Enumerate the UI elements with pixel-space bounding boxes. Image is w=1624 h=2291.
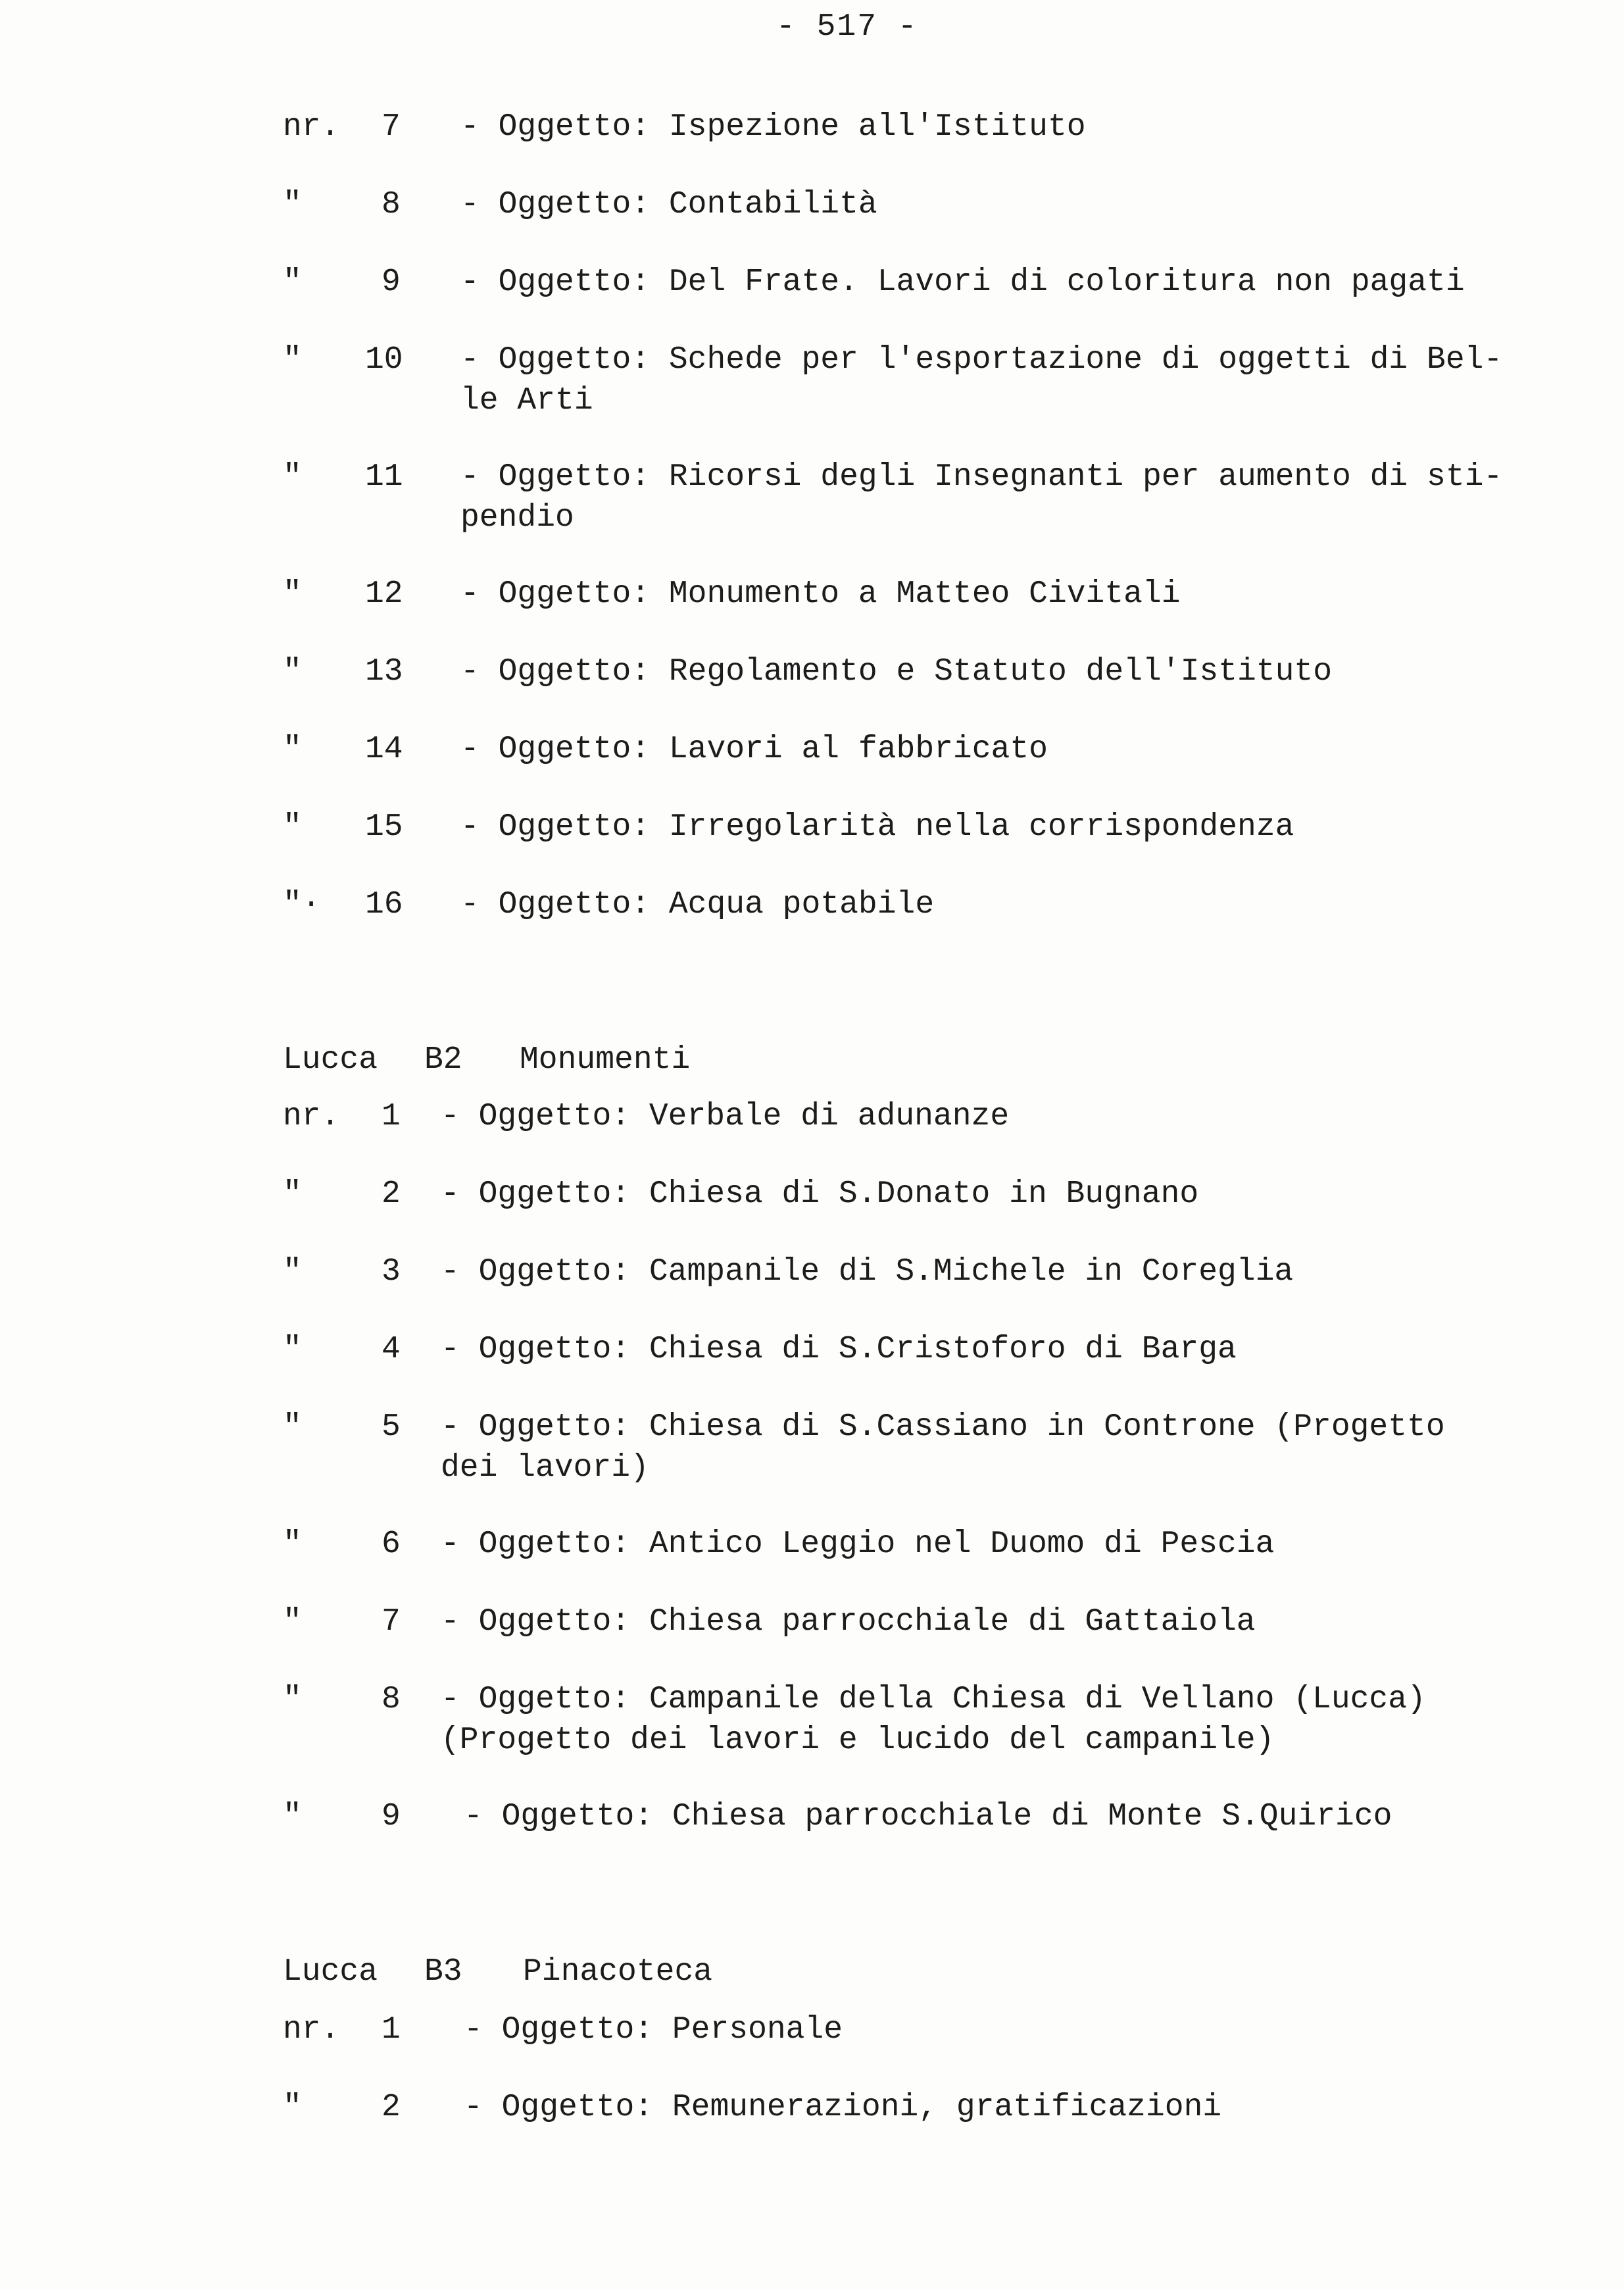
- item-text: - Oggetto: Chiesa di S.Cassiano in Controne (Progetto: [441, 1409, 1445, 1445]
- list-item: [283, 1329, 1565, 1375]
- item-prefix: ": [283, 264, 302, 300]
- list-item: [283, 807, 1565, 853]
- section-city: Lucca: [283, 1954, 378, 1990]
- list-item: [283, 107, 1565, 153]
- list-item: [283, 262, 1565, 308]
- item-number: 11: [365, 459, 403, 495]
- section-title: Monumenti: [520, 1042, 691, 1078]
- item-prefix: ": [283, 1604, 302, 1640]
- item-text-continuation: pendio: [460, 500, 574, 536]
- list-item: [283, 1796, 1565, 1842]
- list-item: [283, 574, 1565, 620]
- item-number: 4: [381, 1332, 401, 1367]
- item-text: - Oggetto: Antico Leggio nel Duomo di Pescia: [441, 1526, 1275, 1562]
- item-text: - Oggetto: Ispezione all'Istituto: [460, 109, 1086, 145]
- item-prefix: ": [283, 459, 302, 495]
- item-text: - Oggetto: Chiesa parrocchiale di Monte S.Quirico: [464, 1799, 1392, 1834]
- list-item: [283, 1407, 1565, 1492]
- item-text: - Oggetto: Lavori al fabbricato: [460, 732, 1048, 767]
- item-prefix: ": [283, 1176, 302, 1212]
- item-text-continuation: dei lavori): [441, 1450, 649, 1486]
- list-item: [283, 1096, 1565, 1142]
- list-item: [283, 184, 1565, 230]
- item-number: 8: [381, 187, 401, 222]
- section-header-b3: [283, 1951, 1565, 1998]
- item-prefix: ": [283, 654, 302, 690]
- item-number: 16: [365, 887, 403, 922]
- item-text: - Oggetto: Personale: [464, 2012, 843, 2048]
- list-item: [283, 1251, 1565, 1297]
- item-text: - Oggetto: Remunerazioni, gratificazioni: [464, 2090, 1222, 2125]
- item-number: 7: [381, 109, 401, 145]
- section-title: Pinacoteca: [523, 1954, 713, 1990]
- list-item: [283, 1601, 1565, 1648]
- list-item: [283, 884, 1565, 930]
- list-item: [283, 457, 1565, 542]
- page-number: - 517 -: [776, 9, 918, 45]
- item-prefix: "·: [283, 887, 321, 922]
- item-text: - Oggetto: Irregolarità nella corrispondenza: [460, 809, 1294, 845]
- item-prefix: ": [283, 1799, 302, 1834]
- list-item: [283, 340, 1565, 425]
- item-text-continuation: le Arti: [460, 383, 593, 418]
- item-text: - Oggetto: Chiesa di S.Cristoforo di Barga: [441, 1332, 1237, 1367]
- item-number: 9: [381, 1799, 401, 1834]
- item-number: 2: [381, 1176, 401, 1212]
- item-number: 12: [365, 576, 403, 612]
- list-item: [283, 651, 1565, 697]
- item-text: - Oggetto: Contabilità: [460, 187, 877, 222]
- list-item: [283, 2009, 1565, 2055]
- item-prefix: nr.: [283, 109, 340, 145]
- list-item: [283, 729, 1565, 775]
- item-number: 6: [381, 1526, 401, 1562]
- item-text: - Oggetto: Acqua potabile: [460, 887, 935, 922]
- section-header-b2: [283, 1040, 1565, 1086]
- section-code: B2: [424, 1042, 462, 1078]
- item-number: 15: [365, 809, 403, 845]
- item-prefix: ": [283, 187, 302, 222]
- item-text: - Oggetto: Monumento a Matteo Civitali: [460, 576, 1181, 612]
- item-prefix: ": [283, 342, 302, 378]
- item-number: 2: [381, 2090, 401, 2125]
- item-prefix: ": [283, 1409, 302, 1445]
- item-number: 9: [381, 264, 401, 300]
- item-prefix: ": [283, 2090, 302, 2125]
- item-number: 3: [381, 1254, 401, 1290]
- item-number: 5: [381, 1409, 401, 1445]
- item-number: 7: [381, 1604, 401, 1640]
- item-prefix: nr.: [283, 2012, 340, 2048]
- item-prefix: ": [283, 576, 302, 612]
- item-number: 1: [381, 2012, 401, 2048]
- item-number: 8: [381, 1682, 401, 1717]
- section-code: B3: [424, 1954, 462, 1990]
- item-prefix: nr.: [283, 1099, 340, 1134]
- item-text: - Oggetto: Ricorsi degli Insegnanti per aumento di sti-: [460, 459, 1503, 495]
- item-prefix: ": [283, 1332, 302, 1367]
- item-prefix: ": [283, 1526, 302, 1562]
- list-item: [283, 2087, 1565, 2133]
- item-prefix: ": [283, 1682, 302, 1717]
- item-prefix: ": [283, 809, 302, 845]
- item-number: 1: [381, 1099, 401, 1134]
- section-city: Lucca: [283, 1042, 378, 1078]
- list-item: [283, 1679, 1565, 1765]
- item-text: - Oggetto: Campanile di S.Michele in Coreglia: [441, 1254, 1294, 1290]
- item-prefix: ": [283, 732, 302, 767]
- item-text: - Oggetto: Regolamento e Statuto dell'Istituto: [460, 654, 1333, 690]
- item-text: - Oggetto: Campanile della Chiesa di Vellano (Lucca): [441, 1682, 1426, 1717]
- item-text-continuation: (Progetto dei lavori e lucido del campanile): [441, 1723, 1275, 1758]
- item-prefix: ": [283, 1254, 302, 1290]
- list-item: [283, 1524, 1565, 1570]
- item-text: - Oggetto: Chiesa di S.Donato in Bugnano: [441, 1176, 1199, 1212]
- item-text: - Oggetto: Del Frate. Lavori di coloritura non pagati: [460, 264, 1465, 300]
- item-number: 13: [365, 654, 403, 690]
- item-text: - Oggetto: Chiesa parrocchiale di Gattaiola: [441, 1604, 1256, 1640]
- item-text: - Oggetto: Verbale di adunanze: [441, 1099, 1010, 1134]
- item-number: 10: [365, 342, 403, 378]
- list-item: [283, 1174, 1565, 1220]
- item-number: 14: [365, 732, 403, 767]
- item-text: - Oggetto: Schede per l'esportazione di oggetti di Bel-: [460, 342, 1503, 378]
